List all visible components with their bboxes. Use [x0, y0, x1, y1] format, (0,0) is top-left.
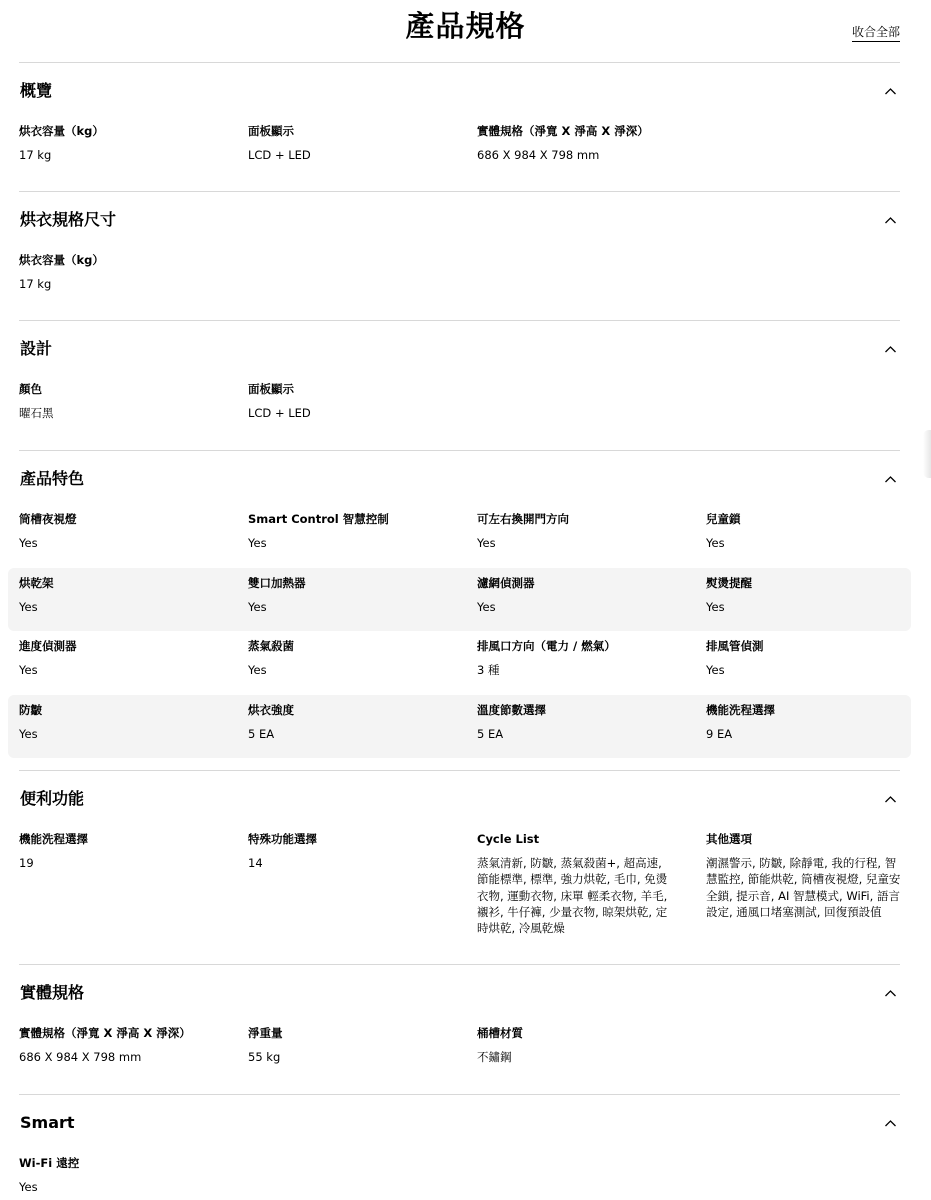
spec-value: Yes — [19, 536, 38, 550]
spec-label: 面板顯示 — [248, 382, 294, 396]
spec-value: Yes — [19, 599, 38, 614]
chevron-up-icon[interactable] — [885, 86, 896, 97]
spec-label: 實體規格（淨寬 X 淨高 X 淨深） — [19, 1026, 191, 1040]
section-title[interactable]: 便利功能 — [20, 789, 85, 808]
spec-label: 熨燙提醒 — [706, 575, 752, 590]
spec-value: Yes — [248, 599, 267, 614]
spec-label: 淨重量 — [248, 1026, 283, 1040]
spec-value: 蒸氣清新, 防皺, 蒸氣殺菌+, 超高速, 節能標準, 標準, 強力烘乾, 毛巾, 免燙衣物, 運動衣物, 床單 輕柔衣物, 羊毛, 襯衫, 牛仔褲, 少量衣物, 晾架烘乾, 定時烘乾, 冷風乾燥 — [477, 856, 668, 936]
spec-label: Smart Control 智慧控制 — [248, 512, 389, 526]
spec-label: 顏色 — [19, 382, 42, 396]
spec-label: 蒸氣殺菌 — [248, 639, 294, 653]
spec-value: LCD + LED — [248, 148, 311, 162]
section-title[interactable]: 實體規格 — [20, 983, 85, 1002]
spec-row — [8, 824, 911, 936]
spec-label: 面板顯示 — [248, 124, 294, 138]
spec-section — [19, 320, 900, 420]
spec-row — [8, 504, 911, 567]
spec-label: 其他選項 — [706, 832, 752, 846]
spec-section — [19, 1094, 900, 1194]
section-title[interactable]: Smart — [20, 1113, 75, 1132]
spec-row — [8, 568, 911, 631]
spec-value: 14 — [248, 856, 263, 870]
spec-label: 烘衣容量（kg） — [19, 124, 104, 138]
section-title[interactable]: 烘衣規格尺寸 — [20, 210, 117, 229]
chevron-up-icon[interactable] — [885, 1118, 896, 1129]
spec-value: Yes — [19, 726, 38, 741]
spec-label: 溫度節數選擇 — [477, 702, 546, 717]
spec-label: 兒童鎖 — [706, 512, 741, 526]
spec-value: 17 kg — [19, 277, 52, 291]
spec-row — [8, 245, 911, 308]
spec-label: 實體規格（淨寬 X 淨高 X 淨深） — [477, 124, 649, 138]
chevron-up-icon[interactable] — [885, 215, 896, 226]
spec-value: 686 X 984 X 798 mm — [477, 148, 600, 162]
spec-value: Yes — [706, 536, 725, 550]
spec-label: Wi-Fi 遠控 — [19, 1156, 80, 1170]
spec-label: 濾網偵測器 — [477, 575, 535, 590]
spec-row — [8, 1148, 911, 1200]
spec-value: 55 kg — [248, 1050, 281, 1064]
spec-value: 潮濕警示, 防皺, 除靜電, 我的行程, 智慧監控, 節能烘乾, 筒槽夜視燈, 兒童安全鎖, 提示音, AI 智慧模式, WiFi, 語言設定, 通風口堵塞測試, 回復預設值 — [706, 856, 901, 919]
section-title[interactable]: 產品特色 — [20, 469, 85, 488]
chevron-up-icon[interactable] — [885, 474, 896, 485]
spec-section — [19, 450, 900, 741]
spec-section — [19, 770, 901, 936]
chevron-up-icon[interactable] — [885, 344, 896, 355]
spec-label: 排風口方向（電力 / 燃氣） — [477, 639, 616, 653]
spec-row — [8, 1018, 911, 1081]
spec-label: 筒槽夜視燈 — [19, 512, 77, 526]
scroll-edge-shadow — [923, 430, 931, 478]
spec-label: 機能洗程選擇 — [19, 832, 88, 846]
chevron-up-icon[interactable] — [885, 794, 896, 805]
spec-value: 19 — [19, 856, 34, 870]
spec-value: 曜石黑 — [19, 406, 54, 420]
spec-value: LCD + LED — [248, 406, 311, 420]
spec-label: 進度偵測器 — [19, 639, 77, 653]
spec-value: Yes — [706, 599, 725, 614]
spec-label: 特殊功能選擇 — [248, 832, 317, 846]
spec-value: 5 EA — [477, 726, 504, 741]
collapse-all-link[interactable]: 收合全部 — [852, 24, 900, 42]
spec-label: 排風管偵測 — [706, 639, 764, 653]
spec-label: 雙口加熱器 — [248, 575, 306, 590]
spec-value: Yes — [248, 536, 267, 550]
spec-label: 烘衣容量（kg） — [19, 253, 104, 267]
spec-value: Yes — [477, 536, 496, 550]
section-title[interactable]: 概覽 — [20, 81, 53, 100]
spec-section — [19, 62, 900, 162]
spec-value: 不鏽鋼 — [477, 1050, 512, 1064]
spec-section — [19, 191, 900, 291]
spec-label: 機能洗程選擇 — [706, 702, 775, 717]
spec-value: Yes — [706, 663, 725, 677]
spec-value: Yes — [248, 663, 267, 677]
spec-value: Yes — [19, 663, 38, 677]
section-title[interactable]: 設計 — [20, 339, 53, 358]
spec-row — [8, 116, 911, 179]
spec-row — [8, 695, 911, 758]
spec-value: Yes — [19, 1180, 38, 1194]
spec-label: 可左右換開門方向 — [477, 512, 569, 526]
spec-label: Cycle List — [477, 832, 540, 846]
chevron-up-icon[interactable] — [885, 988, 896, 999]
spec-label: 桶槽材質 — [477, 1026, 523, 1040]
spec-label: 防皺 — [19, 702, 42, 717]
spec-value: 17 kg — [19, 148, 52, 162]
spec-value: 5 EA — [248, 726, 275, 741]
spec-section — [19, 964, 900, 1064]
spec-value: 9 EA — [706, 726, 733, 741]
spec-row — [8, 374, 911, 437]
spec-row — [8, 631, 911, 694]
page-title: 產品規格 — [405, 9, 526, 43]
spec-value: 686 X 984 X 798 mm — [19, 1050, 142, 1064]
spec-label: 烘衣強度 — [248, 702, 294, 717]
spec-value: Yes — [477, 599, 496, 614]
spec-value: 3 種 — [477, 663, 500, 677]
spec-label: 烘乾架 — [19, 575, 54, 590]
